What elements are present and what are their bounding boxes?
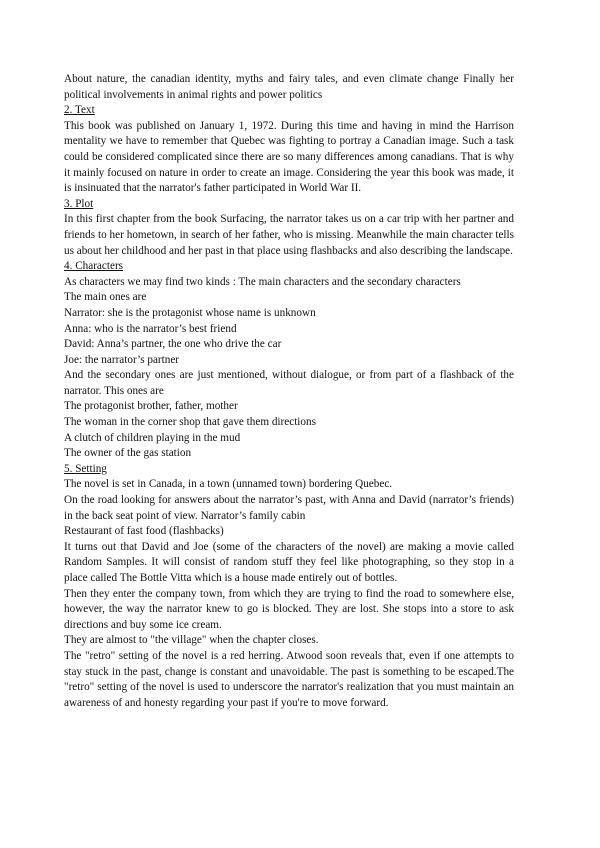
- setting-line: The "retro" setting of the novel is a red herring. Atwood soon reveals that, even if one attempts to stay stuck in the past, change is constant and unavoidable. The past is something to be escaped.The "retro" setting of the novel is used to underscore the narrator's realization that you must maintain an awareness of and honesty regarding your past if you're to move forward.: [64, 649, 514, 709]
- characters-line: Joe: the narrator’s partner: [64, 353, 180, 366]
- characters-line: The main ones are: [64, 291, 147, 304]
- section-heading-plot: 3. Plot: [64, 197, 94, 210]
- characters-line: The woman in the corner shop that gave them directions: [64, 416, 316, 429]
- intro-paragraph: About nature, the canadian identity, myths and fairy tales, and even climate change Finally her political involvements in animal rights and power politics: [64, 73, 514, 101]
- text-paragraph: This book was published on January 1, 1972. During this time and having in mind the Harrison mentality we have to remember that Quebec was fighting to portray a Canadian image. Such a task could be considered complicated since there are so many differences among canadians. That is why it mainly focused on nature in order to create an image. Considering the year this book was made, it is insinuated that the narrator's father participated in World War II.: [64, 119, 514, 195]
- setting-line: Then they enter the company town, from which they are trying to find the road to somewhere else, however, the way the narrator knew to go is blocked. They are lost. She stops into a store to ask directions and buy some ice cream.: [64, 587, 514, 631]
- characters-line: Narrator: she is the protagonist whose name is unknown: [64, 306, 316, 319]
- setting-line: The novel is set in Canada, in a town (unnamed town) bordering Quebec.: [64, 478, 393, 491]
- section-heading-characters: 4. Characters: [64, 260, 124, 273]
- characters-line: The protagonist brother, father, mother: [64, 400, 238, 413]
- section-heading-setting: 5. Setting: [64, 462, 107, 475]
- characters-line: And the secondary ones are just mentioned, without dialogue, or from part of a flashback of the narrator. This ones are: [64, 369, 514, 397]
- characters-line: Anna: who is the narrator’s best friend: [64, 322, 237, 335]
- characters-line: A clutch of children playing in the mud: [64, 431, 241, 444]
- characters-line: As characters we may find two kinds : The main characters and the secondary characters: [64, 275, 461, 288]
- setting-line: They are almost to "the village" when the chapter closes.: [64, 634, 319, 647]
- characters-line: David: Anna’s partner, the one who drive the car: [64, 338, 282, 351]
- plot-paragraph: In this first chapter from the book Surfacing, the narrator takes us on a car trip with her partner and friends to her hometown, in search of her father, who is missing. Meanwhile the main character tells us about her childhood and her past in that place using flashbacks and also describing the landscape.: [64, 213, 514, 257]
- characters-line: The owner of the gas station: [64, 447, 192, 460]
- setting-line: It turns out that David and Joe (some of the characters of the novel) are making a movie called Random Samples. It will consist of random stuff they feel like photographing, so they stop in a place called The Bottle Vitta which is a house made entirely out of bottles.: [64, 540, 514, 584]
- setting-line: Restaurant of fast food (flashbacks): [64, 525, 224, 538]
- setting-line: On the road looking for answers about the narrator’s past, with Anna and David (narrator’s friends) in the back seat point of view. Narrator’s family cabin: [64, 494, 514, 522]
- section-heading-text: 2. Text: [64, 104, 95, 117]
- document-page: [64, 72, 514, 711]
